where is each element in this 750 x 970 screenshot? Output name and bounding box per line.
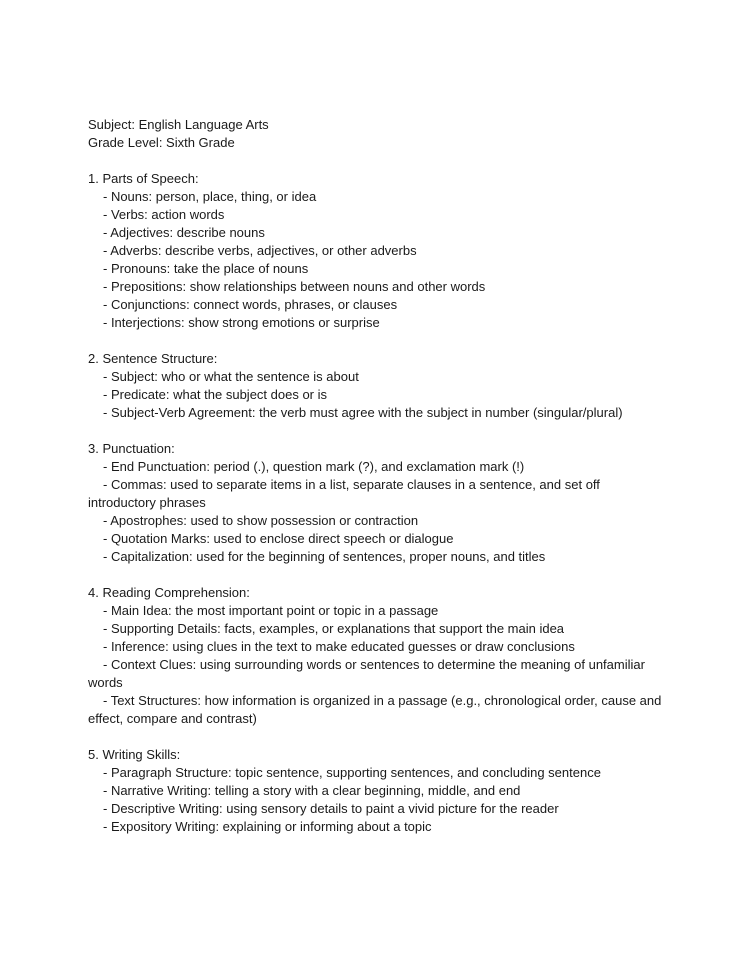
spacer <box>88 332 668 350</box>
list-item: - Prepositions: show relationships between nouns and other words <box>103 279 486 294</box>
list-item: - Pronouns: take the place of nouns <box>103 261 309 276</box>
section-parts-of-speech <box>88 170 668 332</box>
list-item: - Context Clues: using surrounding words or sentences to determine the meaning of unfamiliar words <box>88 657 649 690</box>
list-item: - Interjections: show strong emotions or surprise <box>103 315 380 330</box>
list-item: - Descriptive Writing: using sensory details to paint a vivid picture for the reader <box>103 801 559 816</box>
section-writing-skills <box>88 746 668 836</box>
list-item: - Subject: who or what the sentence is about <box>103 369 359 384</box>
section-heading: 2. Sentence Structure: <box>88 351 218 366</box>
list-item: - Subject-Verb Agreement: the verb must agree with the subject in number (singular/plural) <box>103 405 623 420</box>
section-sentence-structure <box>88 350 668 422</box>
section-heading: 5. Writing Skills: <box>88 747 181 762</box>
meta-line-subject: Subject: English Language Arts <box>88 117 269 132</box>
list-item: - Adjectives: describe nouns <box>103 225 265 240</box>
spacer <box>88 728 668 746</box>
spacer <box>88 152 668 170</box>
list-item: - Capitalization: used for the beginning of sentences, proper nouns, and titles <box>103 549 546 564</box>
section-reading-comprehension <box>88 584 668 728</box>
list-item: - Quotation Marks: used to enclose direct speech or dialogue <box>103 531 454 546</box>
section-heading: 1. Parts of Speech: <box>88 171 199 186</box>
list-item: - Paragraph Structure: topic sentence, supporting sentences, and concluding sentence <box>103 765 601 780</box>
list-item: - Expository Writing: explaining or informing about a topic <box>103 819 432 834</box>
meta-line-grade-level: Grade Level: Sixth Grade <box>88 135 235 150</box>
list-item: - Apostrophes: used to show possession or contraction <box>103 513 419 528</box>
document-body <box>88 116 668 836</box>
document-meta-block <box>88 116 668 152</box>
section-punctuation <box>88 440 668 566</box>
list-item: - Narrative Writing: telling a story with a clear beginning, middle, and end <box>103 783 521 798</box>
list-item: - Adverbs: describe verbs, adjectives, or other adverbs <box>103 243 417 258</box>
list-item: - Nouns: person, place, thing, or idea <box>103 189 317 204</box>
spacer <box>88 566 668 584</box>
list-item: - Predicate: what the subject does or is <box>103 387 328 402</box>
spacer <box>88 422 668 440</box>
list-item: - Verbs: action words <box>103 207 225 222</box>
list-item: - Text Structures: how information is organized in a passage (e.g., chronological order, cause and effect, compare and contrast) <box>88 693 665 726</box>
list-item: - Conjunctions: connect words, phrases, or clauses <box>103 297 398 312</box>
list-item: - Main Idea: the most important point or topic in a passage <box>103 603 439 618</box>
list-item: - Supporting Details: facts, examples, or explanations that support the main idea <box>103 621 565 636</box>
list-item: - Inference: using clues in the text to make educated guesses or draw conclusions <box>103 639 575 654</box>
section-heading: 3. Punctuation: <box>88 441 175 456</box>
list-item: - End Punctuation: period (.), question mark (?), and exclamation mark (!) <box>103 459 525 474</box>
list-item: - Commas: used to separate items in a list, separate clauses in a sentence, and set off introductory phrases <box>88 477 604 510</box>
section-heading: 4. Reading Comprehension: <box>88 585 250 600</box>
